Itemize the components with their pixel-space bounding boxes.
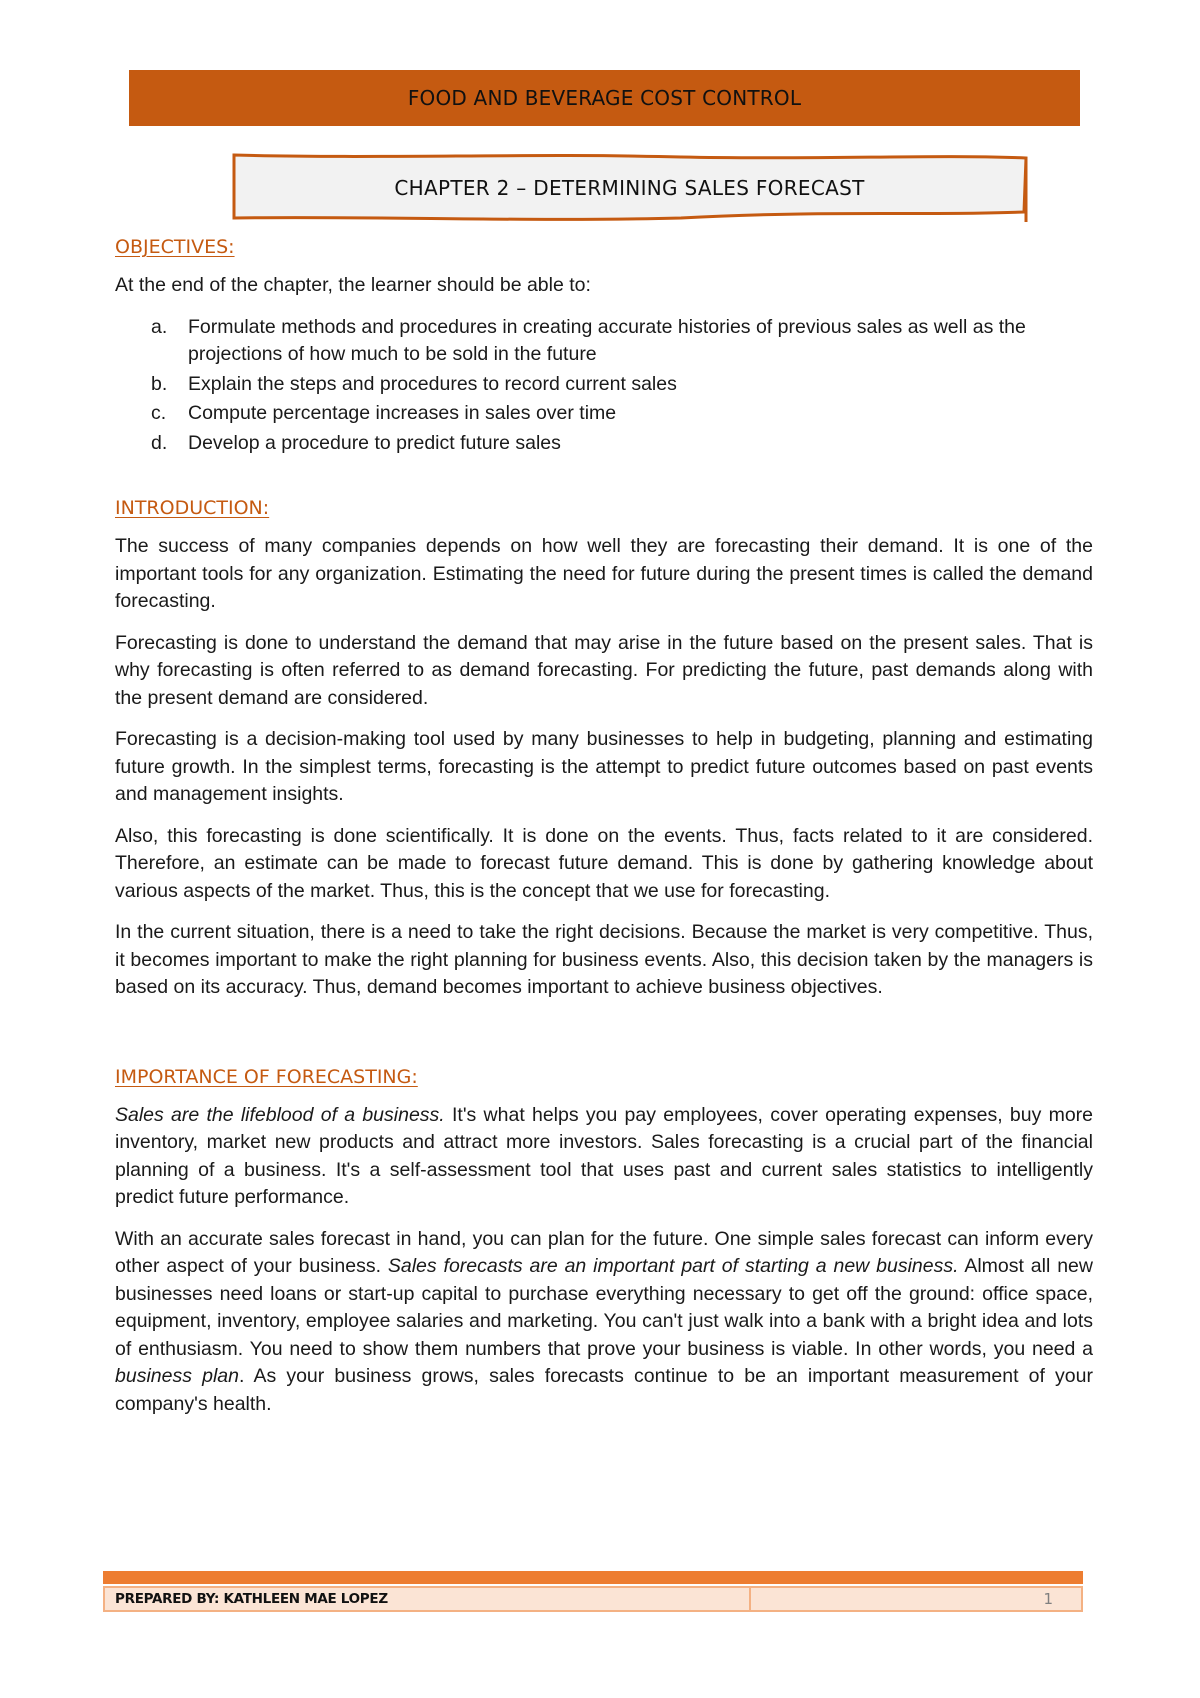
chapter-title-box <box>231 152 1028 224</box>
importance-heading: IMPORTANCE OF FORECASTING: <box>115 1065 418 1088</box>
footer-author-cell <box>103 1586 751 1612</box>
list-item: a. Formulate methods and procedures in creating accurate histories of previous sales as well as the projections of how much to be sold in the future <box>151 315 1026 365</box>
objectives-list <box>115 314 1093 458</box>
footer-page-cell <box>751 1586 1083 1612</box>
intro-paragraph: In the current situation, there is a need to take the right decisions. Because the market is very competitive. Thus, it becomes important to make the right planning for business events. Also, this decision taken by the managers is based on its accuracy. Thus, demand becomes important to achieve business objectives. <box>115 921 1093 998</box>
intro-paragraph: Forecasting is done to understand the demand that may arise in the future based on the present sales. That is why forecasting is often referred to as demand forecasting. For predicting the future, past demands along with the present demand are considered. <box>115 631 1093 709</box>
objectives-intro: At the end of the chapter, the learner should be able to: <box>115 274 591 296</box>
prepared-by: PREPARED BY: KATHLEEN MAE LOPEZ <box>115 1591 388 1607</box>
list-item: d. Develop a procedure to predict future sales <box>151 431 561 454</box>
page-footer <box>103 1586 1083 1612</box>
page-number: 1 <box>1043 1590 1053 1608</box>
intro-paragraph: The success of many companies depends on how well they are forecasting their demand. It is one of the important tools for any organization. Estimating the need for future during the present times is called the demand forecasting. <box>115 535 1093 612</box>
document-body <box>115 234 1093 1432</box>
importance-paragraph: Sales are the lifeblood of a business. It's what helps you pay employees, cover operating expenses, buy more inventory, market new products and attract more investors. Sales forecasting is a crucial part of the financial planning of a business. It's a self-assessment tool that uses past and current sales statistics to intelligently predict future performance. <box>115 1103 1094 1208</box>
chapter-title: CHAPTER 2 – DETERMINING SALES FORECAST <box>394 176 865 200</box>
intro-paragraph: Forecasting is a decision-making tool used by many businesses to help in budgeting, planning and estimating future growth. In the simplest terms, forecasting is the attempt to predict future outcomes based on past events and management insights. <box>115 728 1093 805</box>
objectives-heading: OBJECTIVES: <box>115 236 235 258</box>
document-title: FOOD AND BEVERAGE COST CONTROL <box>407 86 802 110</box>
footer-accent-bar <box>103 1571 1083 1584</box>
list-item: b. Explain the steps and procedures to record current sales <box>151 372 677 395</box>
header-banner <box>129 70 1080 126</box>
intro-paragraph: Also, this forecasting is done scientifically. It is done on the events. Thus, facts related to it are considered. Therefore, an estimate can be made to forecast future demand. This is done by gathering knowledge about various aspects of the market. Thus, this is the concept that we use for forecasting. <box>115 824 1093 902</box>
list-item: c. Compute percentage increases in sales over time <box>151 402 617 424</box>
introduction-heading: INTRODUCTION: <box>115 497 270 519</box>
importance-paragraph: With an accurate sales forecast in hand, you can plan for the future. One simple sales forecast can inform every other aspect of your business. Sales forecasts are an important part of starting a new business. Almost all new businesses need loans or start-up capital to purchase everything necessary to get off the ground: office space, equipment, inventory, employee salaries and marketing. You can't just walk into a bank with a bright idea and lots of enthusiasm. You need to show them numbers that prove your business is viable. In other words, you need a business plan. As your business grows, sales forecasts continue to be an important measurement of your company's health. <box>115 1227 1093 1415</box>
